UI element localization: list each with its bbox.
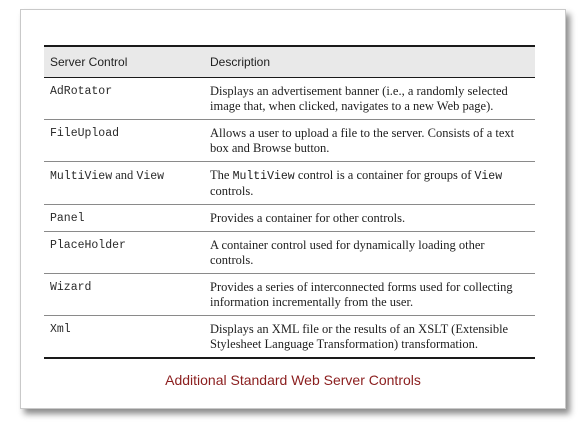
control-name <box>44 162 204 205</box>
header-row <box>44 46 535 78</box>
server-controls-table <box>44 45 535 359</box>
control-description: Provides a container for other controls. <box>204 205 535 232</box>
table-row <box>44 120 535 162</box>
table-row <box>44 316 535 359</box>
control-name: Panel <box>44 205 204 232</box>
table-row <box>44 205 535 232</box>
control-name-and: and <box>112 168 137 182</box>
desc-code-multiview: MultiView <box>232 170 295 183</box>
desc-code-view: View <box>474 170 503 183</box>
control-name: PlaceHolder <box>44 232 204 274</box>
table-row <box>44 78 535 120</box>
header-server-control: Server Control <box>44 46 204 78</box>
table-row <box>44 232 535 274</box>
desc-text-post: controls. <box>210 184 254 198</box>
control-name: AdRotator <box>44 78 204 120</box>
desc-text-mid: control is a container for groups of <box>294 168 475 182</box>
control-description: Allows a user to upload a file to the server. Consists of a text box and Browse button. <box>204 120 535 162</box>
table-row <box>44 162 535 205</box>
control-name: Xml <box>50 323 71 336</box>
control-description: Displays an XML file or the results of an XSLT (Extensible Stylesheet Language Transformation) transformation. <box>210 322 509 351</box>
control-name: Wizard <box>44 274 204 316</box>
control-description <box>204 162 535 205</box>
table-row <box>44 274 535 316</box>
table-header <box>44 46 535 78</box>
figure-caption: Additional Standard Web Server Controls <box>165 372 421 388</box>
control-description: A container control used for dynamically loading other controls. <box>204 232 535 274</box>
figure-card <box>20 9 566 409</box>
table-body <box>44 78 535 359</box>
control-name-view: View <box>136 170 165 183</box>
control-description: Displays an advertisement banner (i.e., a randomly selected image that, when clicked, navigates to a new Web page). <box>204 78 535 120</box>
control-name-multiview: MultiView <box>50 170 113 183</box>
desc-text-pre: The <box>210 168 233 182</box>
header-description: Description <box>204 46 535 78</box>
control-description: Provides a series of interconnected forms used for collecting information incrementally from the user. <box>204 274 535 316</box>
control-name: FileUpload <box>44 120 204 162</box>
